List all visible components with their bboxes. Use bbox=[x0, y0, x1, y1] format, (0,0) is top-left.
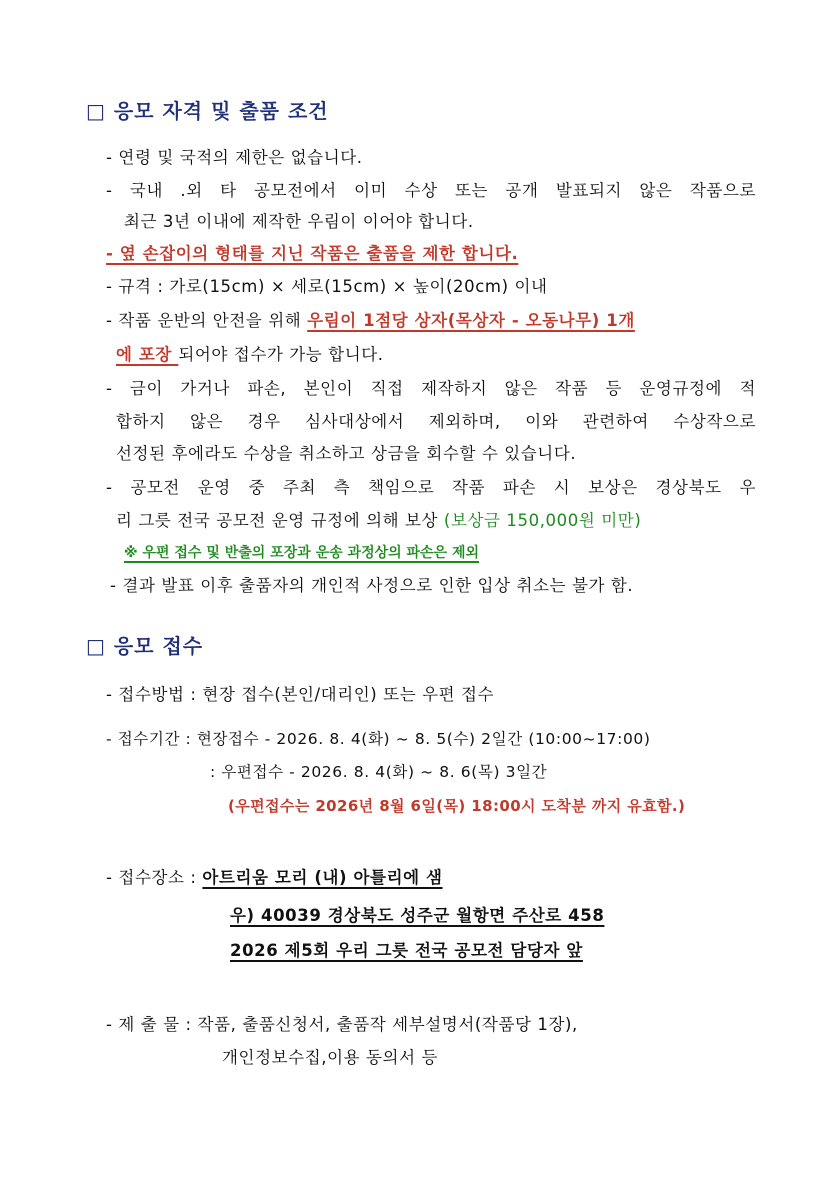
submission-place-address: 우) 40039 경상북도 성주군 월항면 주산로 458 bbox=[230, 906, 605, 925]
submission-period-line-1: - 접수기간 : 현장접수 - 2026. 8. 4(화) ~ 8. 5(수) 2일간 (10:00~17:00) bbox=[106, 730, 651, 748]
packaging-line-cont bbox=[116, 341, 384, 365]
submission-method-line: - 접수방법 : 현장 접수(본인/대리인) 또는 우편 접수 bbox=[106, 685, 495, 704]
disqualify-line-2: 합하지 않은 경우 심사대상에서 제외하며, 이와 관련하여 수상작으로 bbox=[116, 412, 756, 431]
disqualify-line-3: 선정된 후에라도 수상을 취소하고 상금을 회수할 수 있습니다. bbox=[116, 444, 577, 463]
compensation-text: 리 그릇 전국 공모전 운영 규정에 의해 보상 bbox=[116, 511, 444, 530]
submission-items-line-1: - 제 출 물 : 작품, 출품신청서, 출품작 세부설명서(작품당 1장), bbox=[106, 1015, 578, 1034]
submission-place-label: - 접수장소 : bbox=[106, 868, 203, 887]
submission-place-recipient: 2026 제5회 우리 그릇 전국 공모전 담당자 앞 bbox=[230, 941, 583, 960]
postal-damage-note: ※ 우편 접수 및 반출의 포장과 운송 과정상의 파손은 제외 bbox=[124, 545, 480, 561]
disqualify-line-1: - 금이 가거나 파손, 본인이 직접 제작하지 않은 작품 등 운영규정에 적 bbox=[106, 379, 756, 398]
packaging-text: - 작품 운반의 안전을 위해 bbox=[106, 311, 308, 330]
size-spec-line: - 규격 : 가로(15cm) × 세로(15cm) × 높이(20cm) 이내 bbox=[106, 277, 548, 296]
section-heading-eligibility: □ 응모 자격 및 출품 조건 bbox=[86, 99, 329, 123]
compensation-line-1: - 공모전 운영 중 주최 측 책임으로 작품 파손 시 보상은 경상북도 우 bbox=[106, 478, 756, 497]
eligibility-line-1: - 연령 및 국적의 제한은 없습니다. bbox=[106, 148, 363, 167]
eligibility-line-2: - 국내 .외 타 공모전에서 이미 수상 또는 공개 발표되지 않은 작품으로 bbox=[106, 181, 756, 200]
submission-period-line-2: : 우편접수 - 2026. 8. 4(화) ~ 8. 6(목) 3일간 bbox=[210, 763, 548, 781]
handle-restriction-line: - 옆 손잡이의 형태를 지닌 작품은 출품을 제한 합니다. bbox=[106, 244, 519, 263]
packaging-line bbox=[106, 307, 635, 331]
packaging-highlight-cont: 에 포장 bbox=[116, 345, 179, 364]
submission-place-line bbox=[106, 864, 443, 888]
postal-deadline-note: (우편접수는 2026년 8월 6일(목) 18:00시 도착분 까지 유효함.) bbox=[228, 797, 686, 815]
cancellation-line: - 결과 발표 이후 출품자의 개인적 사정으로 인한 입상 취소는 불가 함. bbox=[110, 576, 634, 595]
section-heading-submission: □ 응모 접수 bbox=[86, 634, 204, 658]
compensation-line-2 bbox=[116, 507, 641, 531]
eligibility-line-3: 최근 3년 이내에 제작한 우림이 이어야 합니다. bbox=[124, 212, 474, 231]
compensation-amount: (보상금 150,000원 미만) bbox=[443, 511, 642, 530]
packaging-highlight: 우림이 1점당 상자(목상자 - 오동나무) 1개 bbox=[307, 311, 635, 330]
submission-items-line-2: 개인정보수집,이용 동의서 등 bbox=[222, 1048, 439, 1067]
submission-place-1: 아트리움 모리 (내) 아틀리에 샘 bbox=[202, 868, 443, 887]
packaging-text-cont: 되어야 접수가 가능 합니다. bbox=[178, 345, 384, 364]
